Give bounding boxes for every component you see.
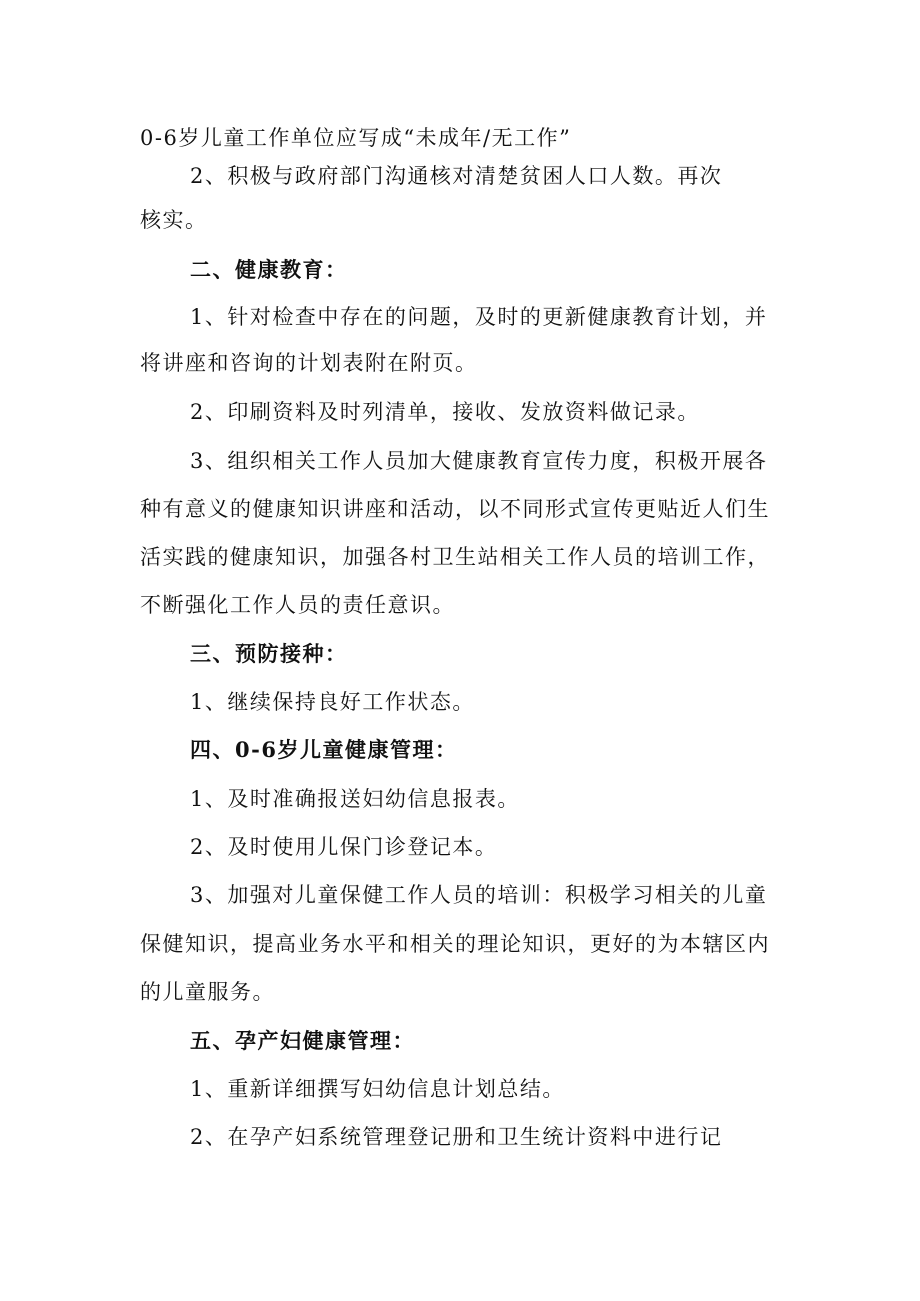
text-line: 将讲座和咨询的计划表附在附页。 [140,351,478,375]
section-heading: 二、健康教育： [190,257,348,282]
text-line: 1、针对检查中存在的问题，及时的更新健康教育计划，并 [190,305,768,329]
section-heading: 三、预防接种： [190,641,348,666]
text-line: 1、重新详细撰写妇幼信息计划总结。 [190,1077,565,1101]
text-line: 不断强化工作人员的责任意识。 [140,593,455,617]
text-line: 核实。 [140,208,208,232]
text-line: 3、加强对儿童保健工作人员的培训：积极学习相关的儿童 [190,883,768,907]
text-line: 2、及时使用儿保门诊登记本。 [190,835,498,859]
text-line: 3、组织相关工作人员加大健康教育宣传力度，积极开展各 [190,449,768,473]
text-line: 种有意义的健康知识讲座和活动，以不同形式宣传更贴近人们生 [140,497,770,521]
section-heading: 四、0-6岁儿童健康管理： [190,737,458,762]
text-line: 2、在孕产妇系统管理登记册和卫生统计资料中进行记 [190,1125,723,1149]
text-line: 的儿童服务。 [140,980,275,1004]
text-line: 0-6岁儿童工作单位应写成“未成年/无工作” [140,126,572,150]
text-line: 2、积极与政府部门沟通核对清楚贫困人口人数。再次 [190,164,723,188]
text-line: 活实践的健康知识，加强各村卫生站相关工作人员的培训工作， [140,545,770,569]
text-line: 2、印刷资料及时列清单，接收、发放资料做记录。 [190,400,700,424]
text-line: 1、继续保持良好工作状态。 [190,690,475,714]
text-line: 保健知识，提高业务水平和相关的理论知识，更好的为本辖区内 [140,932,770,956]
section-heading: 五、孕产妇健康管理： [190,1028,415,1053]
text-line: 1、及时准确报送妇幼信息报表。 [190,787,520,811]
